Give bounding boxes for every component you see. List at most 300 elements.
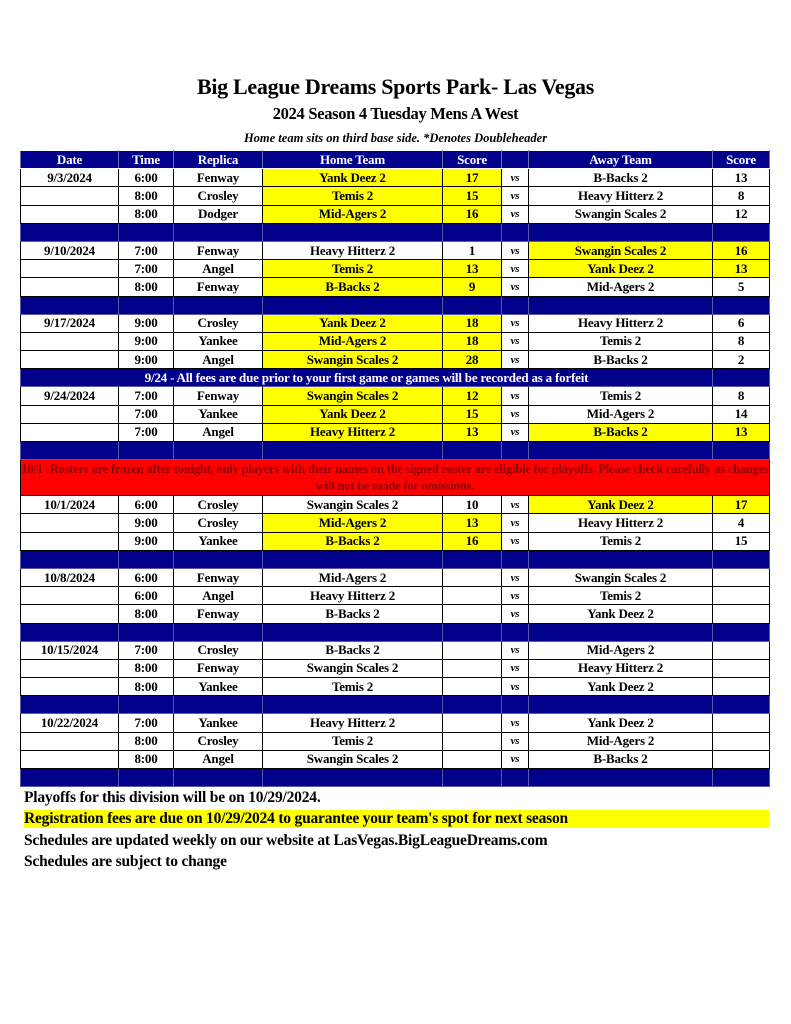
footer-website: Schedules are updated weekly on our website at LasVegas.BigLeagueDreams.com — [24, 832, 548, 849]
game-row — [21, 568, 770, 586]
home-score: 18 — [443, 332, 502, 350]
game-date — [21, 187, 119, 205]
game-time: 6:00 — [119, 587, 174, 605]
game-field: Yankee — [174, 714, 263, 732]
away-score: 6 — [713, 314, 770, 332]
game-field: Fenway — [174, 169, 263, 187]
vs-label: vs — [502, 659, 529, 677]
separator-cell — [119, 442, 174, 460]
game-field: Angel — [174, 587, 263, 605]
away-score: 12 — [713, 205, 770, 223]
separator-row — [21, 769, 770, 787]
separator-cell — [119, 769, 174, 787]
separator-cell — [174, 769, 263, 787]
home-score — [443, 587, 502, 605]
home-score: 12 — [443, 387, 502, 405]
vs-label: vs — [502, 241, 529, 259]
away-score: 13 — [713, 260, 770, 278]
fee-notice: 9/24 - All fees are due prior to your first game or games will be recorded as a forfeit — [21, 369, 713, 387]
game-field: Crosley — [174, 187, 263, 205]
vs-label: vs — [502, 169, 529, 187]
game-row — [21, 278, 770, 296]
home-team: Swangin Scales 2 — [263, 750, 443, 768]
vs-label: vs — [502, 278, 529, 296]
home-team: Mid-Agers 2 — [263, 332, 443, 350]
separator-cell — [713, 623, 770, 641]
game-field: Angel — [174, 351, 263, 369]
home-score — [443, 568, 502, 586]
home-score: 13 — [443, 514, 502, 532]
separator-cell — [529, 623, 713, 641]
col-time: Time — [119, 151, 174, 169]
away-team: Heavy Hitterz 2 — [529, 514, 713, 532]
game-row — [21, 187, 770, 205]
game-time: 9:00 — [119, 532, 174, 550]
separator-cell — [713, 369, 770, 387]
game-time: 8:00 — [119, 278, 174, 296]
home-score — [443, 750, 502, 768]
home-team: Swangin Scales 2 — [263, 387, 443, 405]
game-row — [21, 260, 770, 278]
away-team: Temis 2 — [529, 387, 713, 405]
footer-registration — [24, 810, 769, 828]
home-team: Swangin Scales 2 — [263, 351, 443, 369]
home-team: B-Backs 2 — [263, 641, 443, 659]
separator-cell — [263, 623, 443, 641]
game-date: 10/8/2024 — [21, 568, 119, 586]
game-date — [21, 732, 119, 750]
away-team: Heavy Hitterz 2 — [529, 314, 713, 332]
home-score — [443, 659, 502, 677]
away-score: 8 — [713, 187, 770, 205]
separator-cell — [529, 550, 713, 568]
away-score: 15 — [713, 532, 770, 550]
home-score: 16 — [443, 205, 502, 223]
separator-cell — [263, 696, 443, 714]
col-home-score: Score — [443, 151, 502, 169]
separator-cell — [443, 623, 502, 641]
home-score — [443, 605, 502, 623]
separator-cell — [502, 696, 529, 714]
home-team: Yank Deez 2 — [263, 169, 443, 187]
game-time: 7:00 — [119, 641, 174, 659]
game-date — [21, 332, 119, 350]
away-score: 4 — [713, 514, 770, 532]
game-row — [21, 423, 770, 441]
vs-label: vs — [502, 678, 529, 696]
separator-cell — [713, 769, 770, 787]
game-row — [21, 314, 770, 332]
schedule-table — [20, 150, 770, 787]
home-team: Temis 2 — [263, 187, 443, 205]
game-date — [21, 532, 119, 550]
game-date — [21, 514, 119, 532]
separator-cell — [529, 296, 713, 314]
home-team: B-Backs 2 — [263, 605, 443, 623]
home-score — [443, 641, 502, 659]
home-team: Heavy Hitterz 2 — [263, 423, 443, 441]
game-time: 8:00 — [119, 205, 174, 223]
game-date — [21, 351, 119, 369]
home-score: 28 — [443, 351, 502, 369]
away-team: Heavy Hitterz 2 — [529, 659, 713, 677]
separator-row — [21, 623, 770, 641]
separator-cell — [443, 769, 502, 787]
game-row — [21, 514, 770, 532]
vs-label: vs — [502, 750, 529, 768]
away-team: Mid-Agers 2 — [529, 732, 713, 750]
game-time: 8:00 — [119, 732, 174, 750]
separator-cell — [174, 696, 263, 714]
game-row — [21, 587, 770, 605]
separator-cell — [443, 550, 502, 568]
home-score: 10 — [443, 496, 502, 514]
separator-cell — [443, 223, 502, 241]
away-score — [713, 678, 770, 696]
away-team: Swangin Scales 2 — [529, 205, 713, 223]
separator-cell — [263, 769, 443, 787]
separator-cell — [263, 296, 443, 314]
away-team: Heavy Hitterz 2 — [529, 187, 713, 205]
away-team: Yank Deez 2 — [529, 714, 713, 732]
separator-cell — [502, 223, 529, 241]
separator-row — [21, 442, 770, 460]
separator-cell — [119, 550, 174, 568]
vs-label: vs — [502, 532, 529, 550]
game-date: 9/10/2024 — [21, 241, 119, 259]
separator-cell — [502, 296, 529, 314]
separator-cell — [119, 296, 174, 314]
home-score — [443, 678, 502, 696]
game-row — [21, 532, 770, 550]
game-row — [21, 332, 770, 350]
game-time: 6:00 — [119, 568, 174, 586]
vs-label: vs — [502, 332, 529, 350]
vs-label: vs — [502, 260, 529, 278]
vs-label: vs — [502, 714, 529, 732]
game-date: 9/3/2024 — [21, 169, 119, 187]
home-team: Heavy Hitterz 2 — [263, 714, 443, 732]
game-field: Yankee — [174, 532, 263, 550]
game-time: 9:00 — [119, 351, 174, 369]
home-team: Yank Deez 2 — [263, 314, 443, 332]
footer-subject: Schedules are subject to change — [24, 853, 227, 870]
page-title: Big League Dreams Sports Park- Las Vegas — [196, 74, 595, 99]
separator-cell — [174, 442, 263, 460]
away-score — [713, 605, 770, 623]
separator-cell — [443, 442, 502, 460]
game-field: Fenway — [174, 241, 263, 259]
away-team: Yank Deez 2 — [529, 605, 713, 623]
separator-cell — [119, 223, 174, 241]
separator-cell — [119, 696, 174, 714]
game-field: Dodger — [174, 205, 263, 223]
away-score: 8 — [713, 387, 770, 405]
vs-label: vs — [502, 641, 529, 659]
vs-label: vs — [502, 187, 529, 205]
home-score: 1 — [443, 241, 502, 259]
away-team: Mid-Agers 2 — [529, 641, 713, 659]
game-field: Fenway — [174, 605, 263, 623]
away-score: 2 — [713, 351, 770, 369]
game-time: 7:00 — [119, 241, 174, 259]
game-field: Fenway — [174, 278, 263, 296]
vs-label: vs — [502, 514, 529, 532]
home-score: 17 — [443, 169, 502, 187]
game-row — [21, 496, 770, 514]
game-date — [21, 405, 119, 423]
game-row — [21, 405, 770, 423]
separator-cell — [174, 550, 263, 568]
separator-row — [21, 550, 770, 568]
home-team: Heavy Hitterz 2 — [263, 587, 443, 605]
home-team: Yank Deez 2 — [263, 405, 443, 423]
game-date — [21, 750, 119, 768]
game-time: 9:00 — [119, 314, 174, 332]
game-date — [21, 205, 119, 223]
home-team: Temis 2 — [263, 260, 443, 278]
game-field: Angel — [174, 260, 263, 278]
away-score — [713, 641, 770, 659]
vs-label: vs — [502, 387, 529, 405]
vs-label: vs — [502, 351, 529, 369]
game-time: 7:00 — [119, 405, 174, 423]
game-time: 7:00 — [119, 387, 174, 405]
game-row — [21, 732, 770, 750]
vs-label: vs — [502, 496, 529, 514]
away-score — [713, 714, 770, 732]
away-team: Swangin Scales 2 — [529, 241, 713, 259]
game-field: Crosley — [174, 496, 263, 514]
separator-cell — [713, 696, 770, 714]
game-time: 7:00 — [119, 714, 174, 732]
header-note: Home team sits on third base side. *Denotes Doubleheader — [243, 131, 548, 145]
home-team: Temis 2 — [263, 678, 443, 696]
game-date: 10/22/2024 — [21, 714, 119, 732]
game-field: Crosley — [174, 641, 263, 659]
col-home-team: Home Team — [263, 151, 443, 169]
game-field: Fenway — [174, 568, 263, 586]
separator-cell — [174, 623, 263, 641]
home-score — [443, 714, 502, 732]
game-time: 8:00 — [119, 750, 174, 768]
away-team: B-Backs 2 — [529, 423, 713, 441]
game-time: 8:00 — [119, 659, 174, 677]
table-header-row — [21, 151, 770, 169]
separator-cell — [21, 223, 119, 241]
game-date — [21, 260, 119, 278]
separator-cell — [713, 442, 770, 460]
footer-registration-text: Registration fees are due on 10/29/2024 to guarantee your team's spot for next season — [24, 810, 769, 828]
game-row — [21, 678, 770, 696]
game-time: 8:00 — [119, 605, 174, 623]
game-row — [21, 387, 770, 405]
home-team: Heavy Hitterz 2 — [263, 241, 443, 259]
game-row — [21, 205, 770, 223]
separator-cell — [21, 769, 119, 787]
separator-cell — [21, 550, 119, 568]
away-score: 13 — [713, 423, 770, 441]
game-row — [21, 714, 770, 732]
game-field: Angel — [174, 423, 263, 441]
away-team: B-Backs 2 — [529, 750, 713, 768]
vs-label: vs — [502, 568, 529, 586]
game-row — [21, 641, 770, 659]
separator-cell — [21, 623, 119, 641]
game-field: Yankee — [174, 405, 263, 423]
game-date: 9/17/2024 — [21, 314, 119, 332]
separator-cell — [174, 223, 263, 241]
game-field: Fenway — [174, 659, 263, 677]
game-field: Yankee — [174, 678, 263, 696]
away-team: Temis 2 — [529, 587, 713, 605]
separator-cell — [119, 623, 174, 641]
away-score: 14 — [713, 405, 770, 423]
game-time: 9:00 — [119, 332, 174, 350]
game-field: Crosley — [174, 732, 263, 750]
away-score — [713, 732, 770, 750]
home-score: 18 — [443, 314, 502, 332]
away-team: B-Backs 2 — [529, 351, 713, 369]
away-team: Yank Deez 2 — [529, 678, 713, 696]
vs-label: vs — [502, 423, 529, 441]
separator-cell — [174, 296, 263, 314]
game-field: Angel — [174, 750, 263, 768]
footer-playoffs: Playoffs for this division will be on 10/29/2024. — [24, 789, 321, 806]
game-date: 9/24/2024 — [21, 387, 119, 405]
separator-cell — [529, 442, 713, 460]
away-score: 16 — [713, 241, 770, 259]
separator-cell — [713, 296, 770, 314]
away-team: Mid-Agers 2 — [529, 278, 713, 296]
home-team: Swangin Scales 2 — [263, 496, 443, 514]
home-team: B-Backs 2 — [263, 532, 443, 550]
home-team: Temis 2 — [263, 732, 443, 750]
col-away-team: Away Team — [529, 151, 713, 169]
away-team: Mid-Agers 2 — [529, 405, 713, 423]
separator-cell — [502, 623, 529, 641]
game-row — [21, 659, 770, 677]
roster-notice-row — [21, 460, 770, 496]
separator-cell — [502, 550, 529, 568]
game-date — [21, 605, 119, 623]
away-score: 8 — [713, 332, 770, 350]
game-date — [21, 423, 119, 441]
separator-cell — [529, 696, 713, 714]
roster-notice: 10/1 -Rosters are frozen after tonight, only players with their names on the signed roster are eligible for playoffs. Please check carefully as changes will not be made for omissions. — [21, 460, 770, 496]
game-date: 10/1/2024 — [21, 496, 119, 514]
away-team: Yank Deez 2 — [529, 260, 713, 278]
home-team: Swangin Scales 2 — [263, 659, 443, 677]
separator-cell — [21, 296, 119, 314]
vs-label: vs — [502, 405, 529, 423]
game-date — [21, 278, 119, 296]
col-vs — [502, 151, 529, 169]
home-team: B-Backs 2 — [263, 278, 443, 296]
col-replica: Replica — [174, 151, 263, 169]
game-time: 9:00 — [119, 514, 174, 532]
col-date: Date — [21, 151, 119, 169]
game-field: Crosley — [174, 314, 263, 332]
separator-cell — [713, 223, 770, 241]
game-row — [21, 351, 770, 369]
home-score: 15 — [443, 187, 502, 205]
separator-cell — [263, 550, 443, 568]
vs-label: vs — [502, 587, 529, 605]
away-score — [713, 587, 770, 605]
col-away-score: Score — [713, 151, 770, 169]
home-score: 13 — [443, 423, 502, 441]
separator-cell — [263, 442, 443, 460]
away-score — [713, 659, 770, 677]
away-score — [713, 568, 770, 586]
game-row — [21, 169, 770, 187]
home-team: Mid-Agers 2 — [263, 568, 443, 586]
fee-notice-row — [21, 369, 770, 387]
home-score: 13 — [443, 260, 502, 278]
home-score: 9 — [443, 278, 502, 296]
separator-cell — [443, 296, 502, 314]
away-score — [713, 750, 770, 768]
separator-cell — [502, 769, 529, 787]
away-score: 17 — [713, 496, 770, 514]
separator-row — [21, 696, 770, 714]
away-team: B-Backs 2 — [529, 169, 713, 187]
game-field: Crosley — [174, 514, 263, 532]
separator-cell — [529, 769, 713, 787]
vs-label: vs — [502, 605, 529, 623]
separator-row — [21, 296, 770, 314]
home-team: Mid-Agers 2 — [263, 514, 443, 532]
game-time: 7:00 — [119, 260, 174, 278]
separator-cell — [443, 696, 502, 714]
home-score: 15 — [443, 405, 502, 423]
page-subtitle: 2024 Season 4 Tuesday Mens A West — [272, 104, 519, 123]
game-date: 10/15/2024 — [21, 641, 119, 659]
game-row — [21, 241, 770, 259]
vs-label: vs — [502, 314, 529, 332]
game-date — [21, 678, 119, 696]
away-score: 5 — [713, 278, 770, 296]
game-date — [21, 587, 119, 605]
separator-cell — [713, 550, 770, 568]
home-score: 16 — [443, 532, 502, 550]
game-time: 6:00 — [119, 169, 174, 187]
game-field: Fenway — [174, 387, 263, 405]
separator-row — [21, 223, 770, 241]
home-score — [443, 732, 502, 750]
game-row — [21, 605, 770, 623]
game-row — [21, 750, 770, 768]
game-date — [21, 659, 119, 677]
away-team: Temis 2 — [529, 532, 713, 550]
home-team: Mid-Agers 2 — [263, 205, 443, 223]
separator-cell — [529, 223, 713, 241]
game-time: 8:00 — [119, 187, 174, 205]
separator-cell — [263, 223, 443, 241]
game-time: 7:00 — [119, 423, 174, 441]
game-field: Yankee — [174, 332, 263, 350]
separator-cell — [21, 442, 119, 460]
separator-cell — [502, 442, 529, 460]
vs-label: vs — [502, 732, 529, 750]
away-team: Temis 2 — [529, 332, 713, 350]
away-team: Swangin Scales 2 — [529, 568, 713, 586]
game-time: 8:00 — [119, 678, 174, 696]
game-time: 6:00 — [119, 496, 174, 514]
away-score: 13 — [713, 169, 770, 187]
vs-label: vs — [502, 205, 529, 223]
